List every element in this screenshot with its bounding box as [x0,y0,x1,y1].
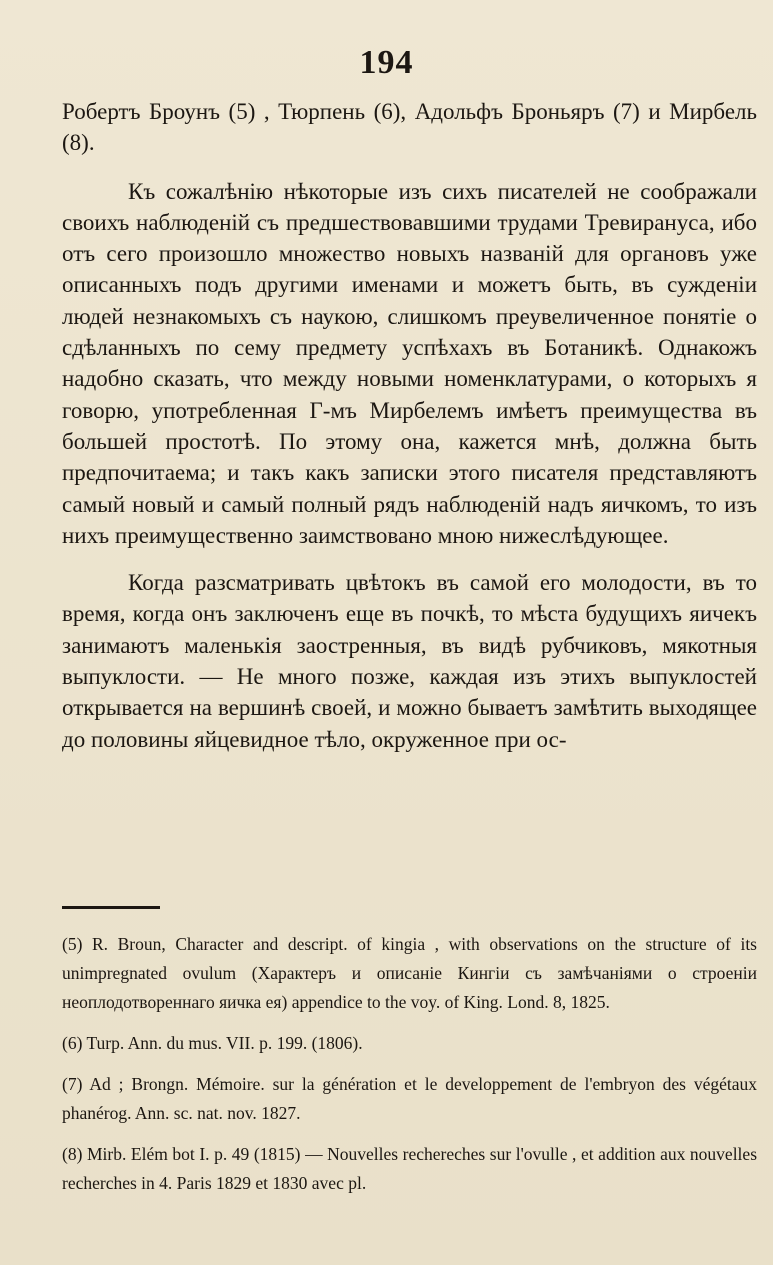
paragraph: Когда разсматривать цвѣтокъ въ самой его молодости, въ то время, когда онъ заключенъ еще въ почкѣ, то мѣста будущихъ яичекъ занимаютъ маленькія заостренныя, въ видѣ рубчиковъ, мякотныя выпуклости. — Не много позже, каждая изъ этихъ выпуклостей открывается на вершинѣ своей, и можно бываетъ замѣтить выходящее до половины яйцевидное тѣло, окруженное при ос- [62,570,757,752]
footnote-7: (7) Ad ; Brongn. Mémoire. sur la génération et le developpement de l'embryon des végétaux phanérog. Ann. sc. nat. nov. 1827. [62,1074,757,1123]
footnote-5: (5) R. Broun, Character and descript. of kingia , with observations on the structure of its unimpregnated ovulum (Характеръ и описаніе Кингіи съ замѣчаніями о строеніи неоплодотвореннаго яичка ея) appendice to the voy. of King. Lond. 8, 1825. [62,934,757,1012]
footnote-8: (8) Mirb. Elém bot I. p. 49 (1815) — Nouvelles rechereches sur l'ovulle , et addition aux nouvelles recherches in 4. Paris 1829 et 1830 avec pl. [62,1144,757,1193]
footnote-6: (6) Turp. Ann. du mus. VII. p. 199. (1806). [62,1033,363,1053]
footnotes [62,930,757,1210]
body-text [62,96,757,755]
paragraph: Къ сожалѣнію нѣкоторые изъ сихъ писателей не соображали своихъ наблюденій съ предшествовавшими трудами Тревирануса, ибо отъ сего произошло множество новыхъ названій для органовъ уже описанныхъ подъ другими именами и можетъ быть, въ сужденіи людей незнакомыхъ съ наукою, слишкомъ преувеличенное понятіе о сдѣланныхъ по сему предмету успѣхахъ въ Ботаникѣ. Однакожъ надобно сказать, что между новыми номенклатурами, о которыхъ я говорю, употребленная Г-мъ Мирбелемъ имѣетъ преимущества въ большей простотѣ. По этому она, кажется мнѣ, должна быть предпочитаема; и такъ какъ записки этого писателя представляютъ самый новый и самый полный рядъ наблюденій надъ яичкомъ, то изъ нихъ преимущественно заимствовано мною нижеслѣдующее. [62,178,757,548]
page-number: 194 [359,44,414,81]
paragraph-continuation: Робертъ Броунъ (5) , Тюрпень (6), Адольфъ Броньяръ (7) и Мирбель (8). [62,99,757,156]
footnote-divider [62,906,160,909]
